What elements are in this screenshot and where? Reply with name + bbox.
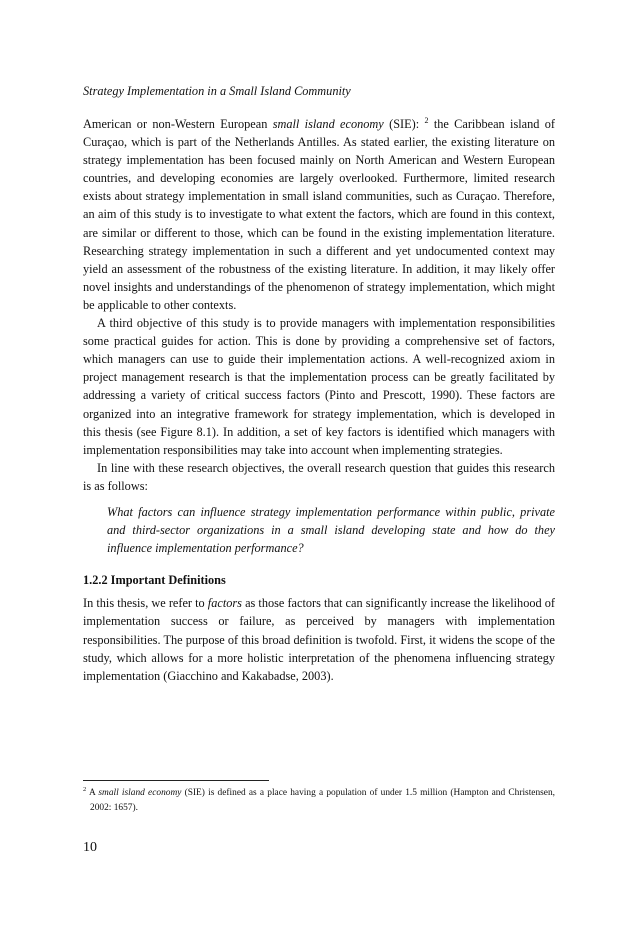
text-run: American or non-Western European [83,117,273,131]
footnote-number: 2 [83,786,87,793]
paragraph-research-objectives: In line with these research objectives, the overall research question that guides this research is as follows: [83,460,555,493]
footnote-divider [83,780,269,781]
footnote-ref-2[interactable]: 2 [424,116,429,125]
section-heading: 1.2.2 Important Definitions [83,573,226,588]
emphasis-sie: small island economy [272,117,384,131]
text-run: the Caribbean island of Curaçao, which is part of the Netherlands Antilles. As stated earlier, the existing literature on strategy implementation has been focused mainly on North American and Western European countries, and developing economies are largely overlooked. Furthermore, limited research exists about strategy implementation in small island communities, such as Curaçao. Therefore, an aim of this study is to investigate to what extent the factors, which are found in this context, are similar or different to those, which can be found in the existing implementation literature. Researching strategy implementation in such a different and yet undocumented context may yield an assessment of the robustness of the existing literature. In addition, it may likely offer novel insights and understandings of the phenomenon of strategy implementation, which might be applicable to other contexts. [83,117,555,312]
text-run: In this thesis, we refer to [83,596,208,611]
paragraph-definitions [83,594,555,684]
text-run: (SIE) is defined as a place having a population of under 1.5 million (Hampton and Christensen, 2002: 1657). [90,788,555,813]
main-text [83,115,555,685]
page-number: 10 [83,840,97,855]
running-head: Strategy Implementation in a Small Island Community [83,84,351,98]
footnote [83,786,555,815]
paragraph-third-objective: A third objective of this study is to provide managers with implementation responsibilities some practical guides for action. This is done by providing a comprehensive set of factors, which managers can use to guide their implementation actions. A well-recognized axiom in project management research is that the implementation process can be greatly facilitated by addressing a variety of critical success factors (Pinto and Prescott, 1990). These factors are organized into an integrative framework for strategy implementation, which is developed in this thesis (see Figure 8.1). In addition, a set of key factors is identified which managers with implementation responsibilities may take into account when implementing strategies. [83,316,555,457]
paragraph-continuation [83,115,555,314]
research-question: What factors can influence strategy implementation performance within public, private and third-sector organizations in a small island developing state and how do they influence implementation performance? [107,504,555,556]
text-run: A [86,788,99,798]
emphasis-sie: small island economy [98,788,182,798]
text-run: (SIE): [383,117,425,131]
text-run: as those factors that can significantly increase the likelihood of implementation success or failure, as perceived by managers with implementation responsibilities. The purpose of this broad definition is twofold. First, it widens the scope of the study, which allows for a more holistic interpretation of the phenomena influencing strategy implementation (Giacchino and Kakabadse, 2003). [83,596,555,683]
emphasis-factors: factors [207,596,242,611]
footnote-text [83,786,555,815]
